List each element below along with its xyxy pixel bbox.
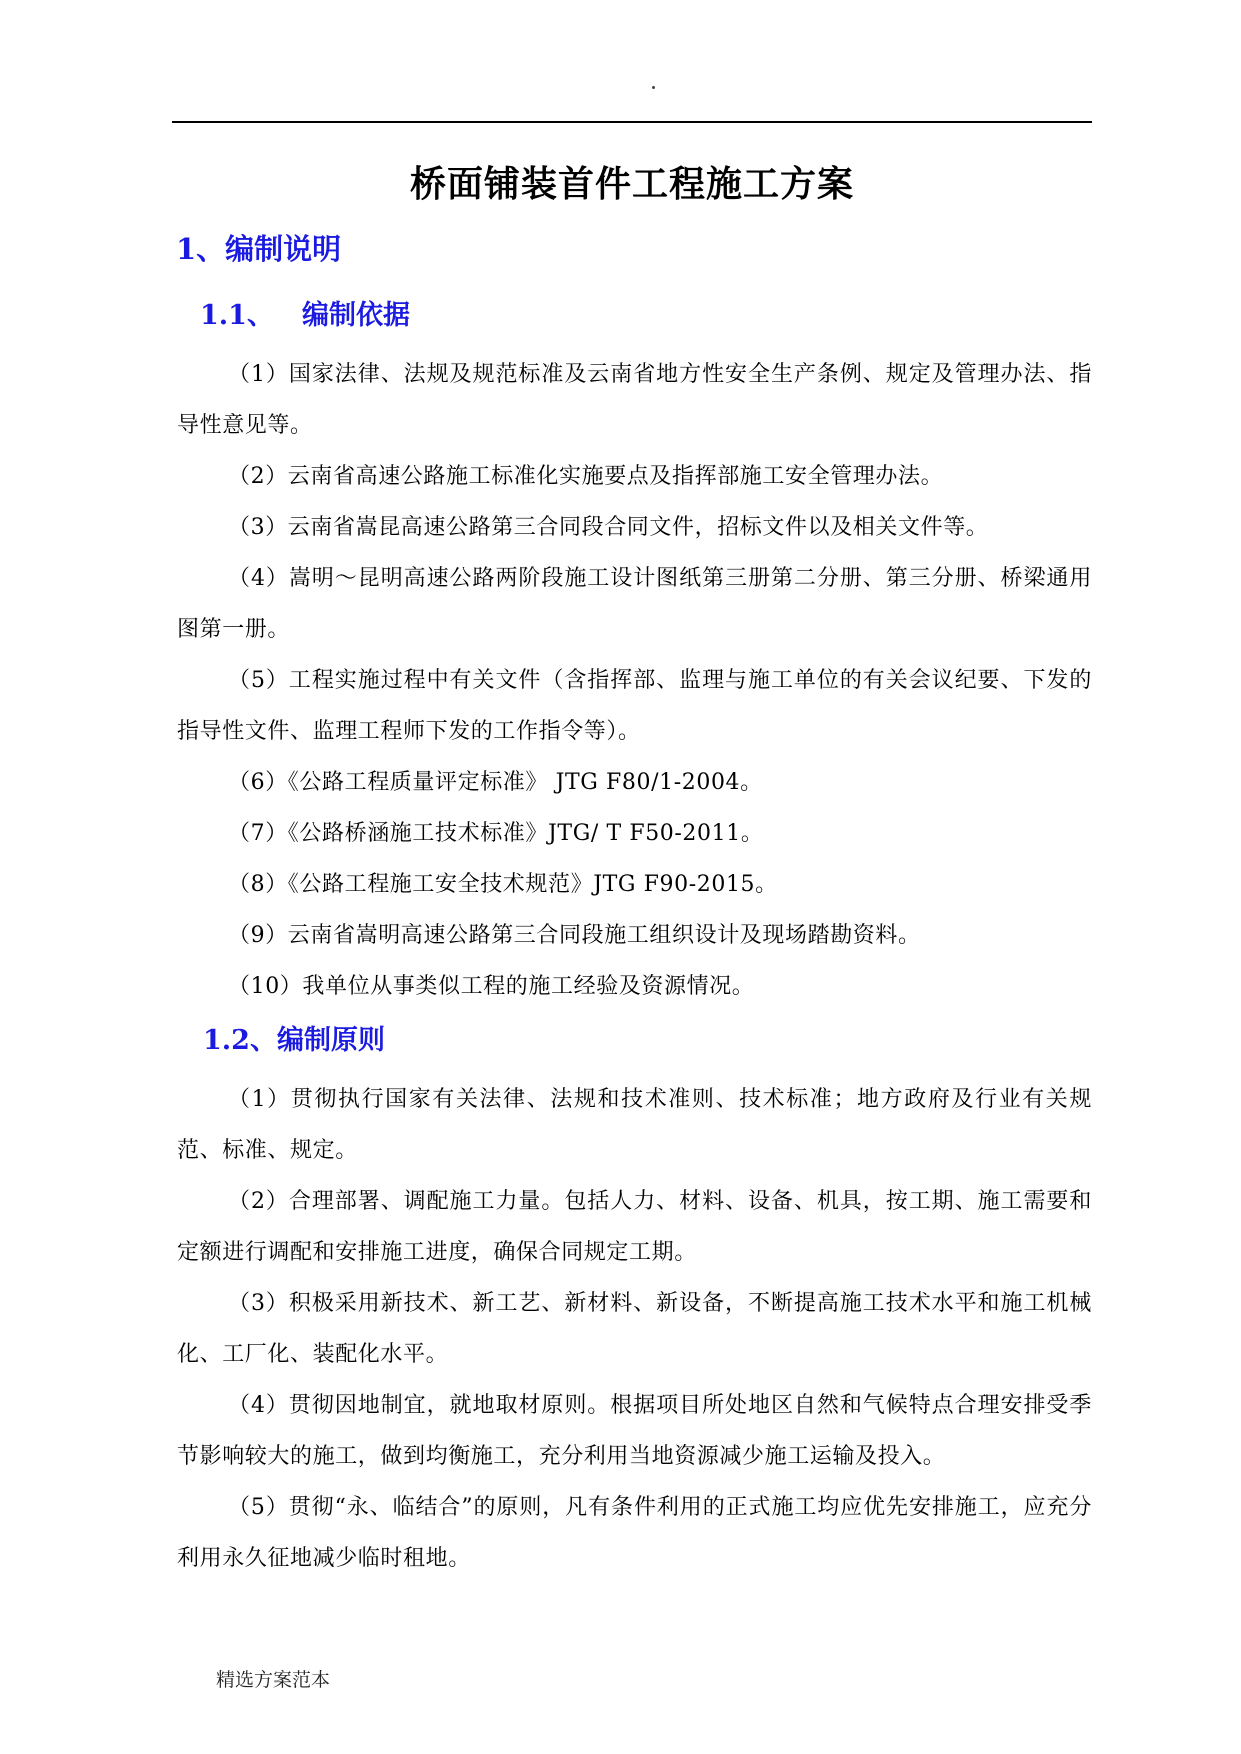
basis-item-4: （4）嵩明～昆明高速公路两阶段施工设计图纸第三册第二分册、第三分册、桥梁通用图第一册。: [177, 566, 1092, 642]
subsection-title: 编制依据: [301, 300, 410, 331]
header-rule: [172, 121, 1092, 123]
basis-item-7: （7）《公路桥涵施工技术标准》JTG/ T F50-2011。: [228, 821, 764, 846]
principle-item-4: （4）贯彻因地制宜，就地取材原则。根据项目所处地区自然和气候特点合理安排受季节影响较大的施工，做到均衡施工，充分利用当地资源减少施工运输及投入。: [177, 1393, 1092, 1469]
basis-item-6: （6）《公路工程质量评定标准》 JTG F80/1-2004。: [228, 770, 763, 795]
principle-item-5: （5）贯彻“永、临结合”的原则，凡有条件利用的正式施工均应优先安排施工，应充分利用永久征地减少临时租地。: [177, 1495, 1092, 1571]
subsection-number: 1.1、: [200, 300, 274, 331]
principle-item-3: （3）积极采用新技术、新工艺、新材料、新设备，不断提高施工技术水平和施工机械化、工厂化、装配化水平。: [177, 1291, 1092, 1367]
header-dot: [652, 86, 655, 89]
basis-item-5: （5）工程实施过程中有关文件（含指挥部、监理与施工单位的有关会议纪要、下发的指导性文件、监理工程师下发的工作指令等）。: [177, 668, 1092, 744]
section-heading-1: 1、编制说明: [176, 232, 342, 266]
principle-item-1: （1）贯彻执行国家有关法律、法规和技术准则、技术标准；地方政府及行业有关规范、标准、规定。: [177, 1087, 1092, 1163]
basis-item-8: （8）《公路工程施工安全技术规范》JTG F90-2015。: [228, 872, 778, 897]
basis-item-9: （9）云南省嵩明高速公路第三合同段施工组织设计及现场踏勘资料。: [228, 923, 921, 948]
basis-item-3: （3）云南省嵩昆高速公路第三合同段合同文件，招标文件以及相关文件等。: [228, 515, 989, 540]
basis-item-2: （2）云南省高速公路施工标准化实施要点及指挥部施工安全管理办法。: [228, 464, 944, 489]
page-footer: 精选方案范本: [216, 1669, 331, 1691]
subsection-heading-1-1: [200, 296, 410, 336]
basis-item-10: （10）我单位从事类似工程的施工经验及资源情况。: [228, 974, 755, 999]
document-title: 桥面铺装首件工程施工方案: [409, 163, 854, 205]
basis-item-1: （1）国家法律、法规及规范标准及云南省地方性安全生产条例、规定及管理办法、指导性意见等。: [177, 362, 1092, 438]
subsection-heading-1-2: 1.2、编制原则: [203, 1025, 385, 1056]
principle-item-2: （2）合理部署、调配施工力量。包括人力、材料、设备、机具，按工期、施工需要和定额进行调配和安排施工进度，确保合同规定工期。: [177, 1189, 1092, 1265]
